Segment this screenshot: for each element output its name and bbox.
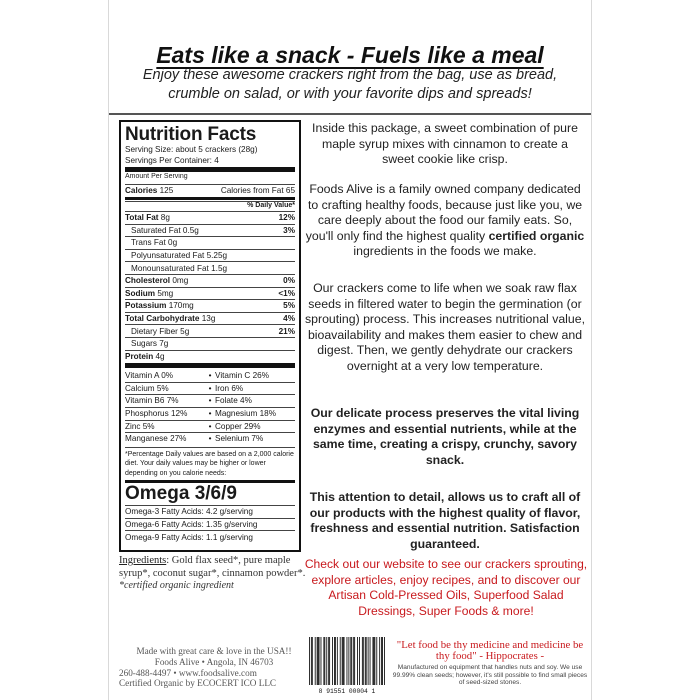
vitamin-right: Folate 4% <box>215 396 252 406</box>
barcode-bar <box>337 637 338 685</box>
barcode-bar <box>332 637 333 685</box>
nutrient-label <box>125 314 215 323</box>
ingredients-block <box>119 555 309 593</box>
nutrient-amount: 0g <box>168 238 178 248</box>
barcode-bar <box>347 637 348 685</box>
vitamin-right: Vitamin C 26% <box>215 370 270 380</box>
nutrient-name: Saturated Fat <box>131 225 181 235</box>
omega-row: Omega-6 Fatty Acids: 1.35 g/serving <box>125 518 295 531</box>
company-address: Foods Alive • Angola, IN 46703 <box>154 656 274 667</box>
story-p2-text-end: ingredients in the foods we make. <box>353 244 537 259</box>
nutrient-label <box>131 339 168 348</box>
nutrient-label <box>131 251 227 260</box>
nutrient-amount: 0mg <box>172 276 189 286</box>
daily-values-footnote: *Percentage Daily values are based on a 2,000 calorie diet. Your daily values may be higher or lower depending on you calorie needs: <box>125 447 295 479</box>
barcode-bar <box>334 637 335 685</box>
nutrient-name: Sodium <box>125 288 156 298</box>
barcode-bar <box>324 637 325 685</box>
barcode-bar <box>342 637 343 685</box>
nutrient-daily-value: 3% <box>283 225 295 235</box>
company-contact: 260-488-4497 • www.foodsalive.com <box>119 667 257 678</box>
nutrient-row <box>125 261 295 274</box>
vitamin-left: Vitamin A 0% <box>125 370 174 380</box>
vitamin-rows <box>125 369 295 445</box>
barcode-bar <box>365 637 366 685</box>
product-back-panel <box>108 0 592 700</box>
barcode-bar <box>372 637 373 685</box>
nutrient-name: Cholesterol <box>125 276 171 286</box>
calories-row <box>125 184 295 197</box>
nutrient-label <box>125 213 170 222</box>
nutrient-label <box>131 226 199 235</box>
nutrient-daily-value: 0% <box>283 276 295 286</box>
nutrient-row <box>125 287 295 300</box>
barcode-bar <box>384 637 385 685</box>
nutrient-amount: 4g <box>155 351 165 361</box>
amount-per-serving: Amount Per Serving <box>125 173 188 180</box>
story-paragraph-4: Our delicate process preserves the vital living enzymes and essential nutrients, while at the same time, creating a crispy, crunchy, savory snack. <box>310 406 580 467</box>
barcode-digits: 8 91551 00004 1 <box>318 688 376 695</box>
certified-organic-text: certified organic <box>488 228 585 243</box>
vitamin-row <box>125 382 295 395</box>
intro-line-1: Enjoy these awesome crackers right from the bag, use as bread, <box>142 67 558 83</box>
nutrient-row <box>125 350 295 363</box>
barcode-bar <box>343 637 344 685</box>
hippocrates-quote: "Let food be thy medicine and medicine be thy food" - Hippocrates - <box>396 639 584 663</box>
nutrient-amount: 1.5g <box>211 263 228 273</box>
barcode-bar <box>326 637 327 685</box>
nutrient-row <box>125 249 295 262</box>
barcode-bar <box>376 637 377 685</box>
nutrient-row <box>125 337 295 350</box>
barcode-bar <box>318 637 319 685</box>
barcode-bar <box>363 637 364 685</box>
barcode-bar <box>374 637 375 685</box>
nutrient-row <box>125 312 295 325</box>
vitamin-left: Zinc 5% <box>125 421 155 431</box>
nutrient-name: Polyunsaturated Fat <box>131 250 205 260</box>
barcode-bar <box>362 637 363 685</box>
barcode-bar <box>353 637 354 685</box>
nutrient-daily-value: 12% <box>278 213 295 223</box>
nutrient-label <box>131 238 177 247</box>
barcode-bar <box>312 637 313 685</box>
nutrient-daily-value: 21% <box>278 326 295 336</box>
nutrient-rows <box>125 211 295 362</box>
nutrient-row <box>125 299 295 312</box>
nutrient-row <box>125 224 295 237</box>
barcode-bar <box>357 637 358 685</box>
nutrient-row <box>125 324 295 337</box>
omega-row: Omega-3 Fatty Acids: 4.2 g/serving <box>125 505 295 518</box>
barcode-bar <box>350 637 351 685</box>
nutrient-daily-value: 4% <box>283 313 295 323</box>
nutrient-amount: 8g <box>160 213 170 223</box>
bullet-icon: • <box>208 434 212 444</box>
vitamin-right: Magnesium 18% <box>215 409 276 419</box>
barcode-bar <box>366 637 367 685</box>
vitamin-right: Copper 29% <box>215 421 261 431</box>
vitamin-row <box>125 432 295 445</box>
calories-value: 125 <box>159 185 174 195</box>
nutrient-amount: 5g <box>180 326 190 336</box>
barcode-bar <box>354 637 355 685</box>
intro-line-2: crumble on salad, or with your favorite dips and spreads! <box>168 86 532 102</box>
bullet-icon: • <box>208 396 212 406</box>
nutrient-name: Monounsaturated Fat <box>131 263 209 273</box>
barcode-bar <box>311 637 312 685</box>
nutrient-label <box>125 301 194 310</box>
story-paragraph-2 <box>305 182 585 260</box>
story-paragraph-5: This attention to detail, allows us to craft all of our products with the highest quality of flavor, freshness and essential nutrition. Satisfaction guaranteed. <box>309 490 581 551</box>
nutrient-name: Trans Fat <box>131 238 166 248</box>
nutrient-amount: 13g <box>201 313 216 323</box>
barcode-bar <box>328 637 329 685</box>
servings-per-container: Servings Per Container: 4 <box>125 155 219 165</box>
vitamin-row <box>125 369 295 382</box>
nutrient-amount: 5mg <box>157 288 174 298</box>
nutrient-row <box>125 211 295 224</box>
bullet-icon: • <box>208 409 212 419</box>
barcode-bar <box>381 637 382 685</box>
barcode-bar <box>323 637 324 685</box>
ingredients-text: : Gold flax seed*, pure maple syrup*, coconut sugar*, cinnamon powder*. <box>119 555 306 579</box>
barcode-bar <box>368 637 369 685</box>
bullet-icon: • <box>208 370 212 380</box>
barcode-bar <box>373 637 374 685</box>
barcode-bar <box>382 637 383 685</box>
barcode-bar <box>370 637 371 685</box>
nutrient-name: Protein <box>125 351 154 361</box>
nutrient-label <box>125 289 173 298</box>
barcode-bar <box>317 637 318 685</box>
website-callout: Check out our website to see our crackers sprouting, explore articles, enjoy recipes, and to discover our Artisan Cold-Pressed Oils, Superfood Salad Dressings, Super Foods & more! <box>304 557 588 618</box>
omega-rows <box>125 505 295 543</box>
barcode-bar <box>344 637 345 685</box>
manufacturing-note: Manufactured on equipment that handles nuts and soy. We use 99.99% clean seeds; however, it's still possible to find small pieces of seed-sized stones. <box>392 664 588 687</box>
nutrient-name: Potassium <box>125 301 167 311</box>
nutrient-label <box>125 276 188 285</box>
vitamin-left: Calcium 5% <box>125 383 169 393</box>
nutrient-name: Dietary Fiber <box>131 326 178 336</box>
vitamin-right: Iron 6% <box>215 383 244 393</box>
story-p2-text: Foods Alive is a family owned company dedicated to crafting healthy foods, because just like you, we care deeply about the food our family eats. So, you'll only find the highest quality <box>305 182 583 243</box>
vitamin-row <box>125 394 295 407</box>
vitamin-right: Selenium 7% <box>215 434 264 444</box>
vitamin-left: Manganese 27% <box>125 434 187 444</box>
barcode-bar <box>359 637 360 685</box>
omega-title: Omega 3/6/9 <box>125 480 295 505</box>
barcode-bar <box>348 637 349 685</box>
nutrition-facts-title: Nutrition Facts <box>125 124 257 145</box>
nutrient-label <box>131 327 189 336</box>
barcode-bar <box>321 637 322 685</box>
barcode-bar <box>340 637 341 685</box>
vitamin-row <box>125 407 295 420</box>
nutrient-name: Total Fat <box>125 213 159 223</box>
barcode <box>305 634 389 696</box>
vitamin-left: Vitamin B6 7% <box>125 396 179 406</box>
barcode-bar <box>379 637 380 685</box>
omega-row: Omega-9 Fatty Acids: 1.1 g/serving <box>125 530 295 543</box>
barcode-bar <box>329 637 330 685</box>
divider <box>125 197 295 200</box>
intro-text <box>129 66 571 104</box>
vitamin-row <box>125 420 295 433</box>
made-in-usa: Made with great care & love in the USA!! <box>136 646 292 656</box>
company-info <box>119 646 309 689</box>
nutrient-label <box>125 352 165 361</box>
barcode-bar <box>319 637 320 685</box>
barcode-bar <box>335 637 336 685</box>
nutrient-daily-value: <1% <box>278 288 295 298</box>
nutrient-row <box>125 236 295 249</box>
vitamin-left: Phosphorus 12% <box>125 409 188 419</box>
story-paragraph-3: Our crackers come to life when we soak raw flax seeds in filtered water to begin the germination (or sprouting) process. This increases nutritional value, bioavailability and makes them easier to chew and digest. Then, we gently dehydrate our crackers overnight at a very low temperature. <box>305 281 586 373</box>
nutrient-amount: 0.5g <box>182 225 199 235</box>
headline: Eats like a snack - Fuels like a meal <box>156 42 544 68</box>
barcode-bar <box>309 637 310 685</box>
certified-by: Certified Organic by ECOCERT ICO LLC <box>119 678 277 689</box>
nutrient-daily-value: 5% <box>283 301 295 311</box>
story-paragraph-1: Inside this package, a sweet combination of pure maple syrup mixes with cinnamon to create a sweet cookie like crisp. <box>312 121 578 167</box>
divider <box>125 363 295 368</box>
header-band <box>109 0 591 115</box>
calories-from-fat: Calories from Fat 65 <box>220 185 295 195</box>
calories-label: Calories <box>125 185 158 195</box>
nutrition-facts-panel <box>119 120 301 552</box>
nutrient-label <box>131 264 227 273</box>
barcode-bar <box>351 637 352 685</box>
bullet-icon: • <box>208 421 212 431</box>
nutrient-amount: 5.25g <box>206 250 228 260</box>
nutrient-name: Sugars <box>131 339 157 349</box>
barcode-bars <box>305 634 389 696</box>
divider <box>125 167 295 172</box>
barcode-bar <box>315 637 316 685</box>
ingredients-label: Ingredients <box>119 555 167 566</box>
daily-value-header: % Daily Value* <box>125 201 295 211</box>
bullet-icon: • <box>208 383 212 393</box>
nutrient-row <box>125 274 295 287</box>
nutrient-name: Total Carbohydrate <box>125 313 200 323</box>
nutrient-amount: 7g <box>159 339 169 349</box>
organic-note: *certified organic ingredient <box>119 580 234 591</box>
nutrient-amount: 170mg <box>168 301 194 311</box>
serving-size: Serving Size: about 5 crackers (28g) <box>125 145 258 154</box>
